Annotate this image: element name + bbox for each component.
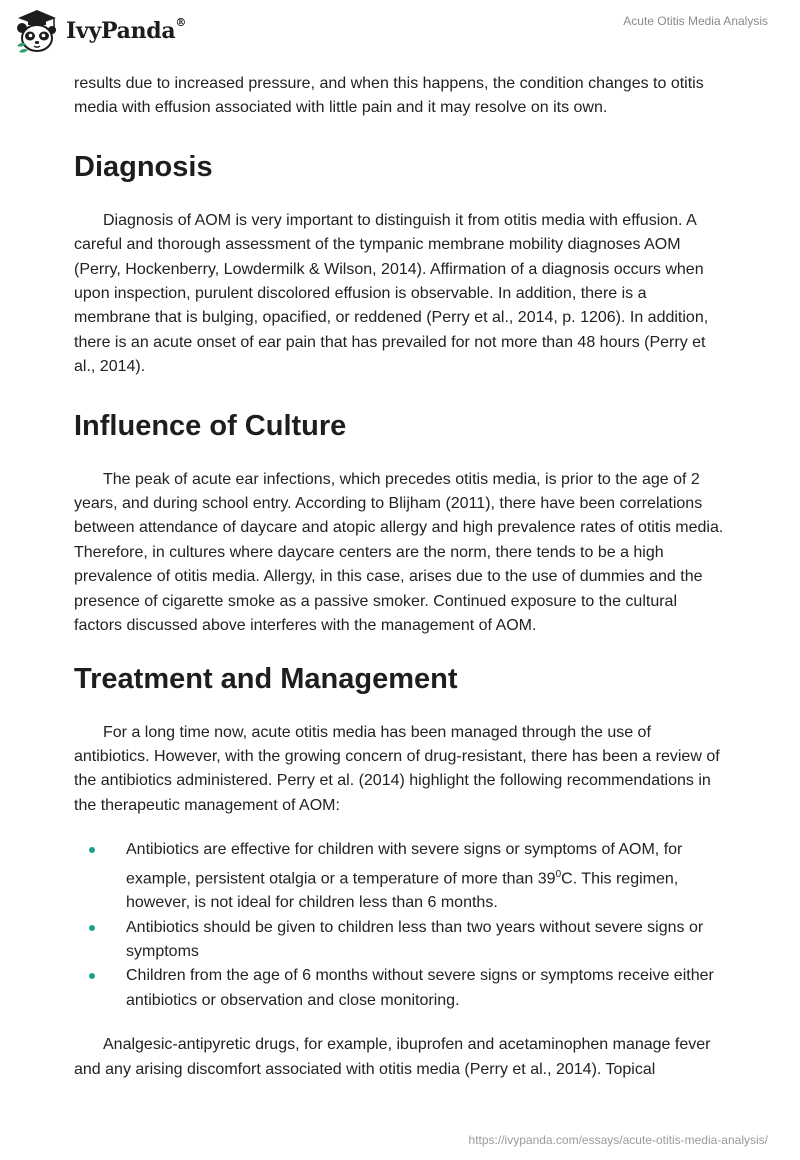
panda-mascot-icon [14, 8, 60, 54]
paragraph-treatment-intro: For a long time now, acute otitis media has been managed through the use of antibiotics. However, with the growing concern of drug-resistant, there has been a review of the antibiotics administered. Perry et al. (2014) highlight the following recommendations in the therapeutic management of AOM: [74, 723, 720, 814]
heading-influence-of-culture: Influence of Culture [74, 409, 347, 442]
source-url-link[interactable]: https://ivypanda.com/essays/acute-otitis-media-analysis/ [468, 1133, 768, 1147]
essay-body [74, 72, 724, 1082]
intro-paragraph: results due to increased pressure, and when this happens, the condition changes to otitis media with effusion associated with little pain and it may resolve on its own. [74, 75, 704, 117]
brand-name: IvyPanda® [66, 16, 187, 44]
list-item: Antibiotics are effective for children with severe signs or symptoms of AOM, for example, persistent otalgia or a temperature of more than $39^0C$. This regimen, however, is not ideal for children less than 6 months. [74, 838, 724, 916]
bullet-icon [89, 847, 95, 853]
paragraph-diagnosis: Diagnosis of AOM is very important to distinguish it from otitis media with effusion. A careful and thorough assessment of the tympanic membrane mobility diagnoses AOM (Perry, Hockenberry, Lowdermilk & Wilson, 2014). Affirmation of a diagnosis occurs when upon inspection, purulent discolored effusion is observable. In addition, there is a membrane that is bulging, opacified, or reddened (Perry et al., 2014, p. 1206). In addition, there is an acute onset of ear pain that has prevailed for not more than 48 hours (Perry et al., 2014). [74, 211, 709, 376]
document-title: Acute Otitis Media Analysis [623, 14, 768, 28]
paragraph-analgesics: Analgesic-antipyretic drugs, for example, ibuprofen and acetaminophen manage fever and any arising discomfort associated with otitis media (Perry et al., 2014). Topical [74, 1036, 711, 1078]
recommendations-list [74, 838, 724, 1013]
page-header [0, 0, 800, 70]
heading-diagnosis: Diagnosis [74, 150, 213, 183]
bullet-icon [89, 925, 95, 931]
paragraph-influence-of-culture: The peak of acute ear infections, which precedes otitis media, is prior to the age of 2 years, and during school entry. According to Blijham (2011), there have been correlations between attendance of daycare and atopic allergy and high prevalence rates of otitis media. Therefore, in cultures where daycare centers are the norm, there tends to be a high prevalence of otitis media. Allergy, in this case, arises due to the use of dummies and the presence of cigarette smoke as a passive smoker. Continued exposure to the cultural factors discussed above interferes with the management of AOM. [74, 470, 724, 635]
bullet-icon [89, 973, 95, 979]
heading-treatment-and-management: Treatment and Management [74, 662, 458, 695]
ivypanda-logo[interactable] [14, 8, 186, 54]
list-item: Antibiotics should be given to children less than two years without severe signs or symptoms [74, 916, 724, 965]
list-item: Children from the age of 6 months without severe signs or symptoms receive either antibiotics or observation and close monitoring. [74, 964, 724, 1013]
